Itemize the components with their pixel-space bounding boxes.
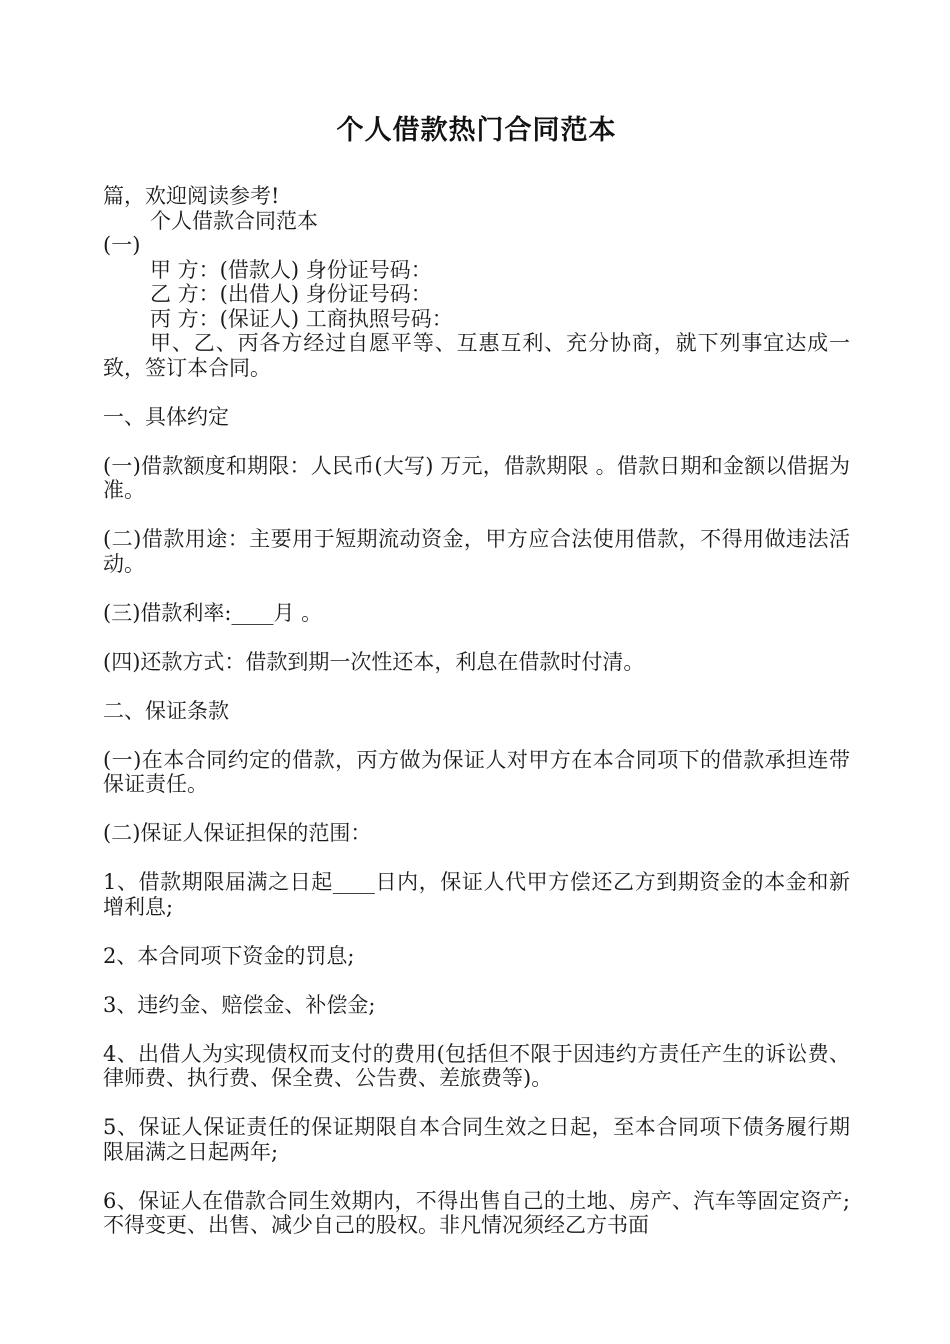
section-number: (一)	[103, 233, 141, 257]
clause-paragraph: (一)在本合同约定的借款，丙方做为保证人对甲方在本合同项下的借款承担连带保证责任。	[103, 747, 850, 796]
agreement-preamble: 甲、乙、丙各方经过自愿平等、互惠互利、充分协商，就下列事宜达成一致，签订本合同。	[103, 331, 850, 380]
clause-paragraph: 4、出借人为实现债权而支付的费用(包括但不限于因违约方责任产生的诉讼费、律师费、执行费、保全费、公告费、差旅费等)。	[103, 1041, 850, 1090]
contract-heading: 个人借款合同范本	[150, 208, 318, 233]
party-b-line: 乙 方：(出借人) 身份证号码：	[150, 282, 432, 306]
clause-paragraph: (四)还款方式：借款到期一次性还本，利息在借款时付清。	[103, 649, 645, 674]
party-a-line: 甲 方：(借款人) 身份证号码：	[150, 257, 432, 282]
clause-paragraph: (一)借款额度和期限：人民币(大写) 万元，借款期限 。借款日期和金额以借据为准。	[103, 453, 850, 502]
clause-paragraph: 3、违约金、赔偿金、补偿金;	[103, 992, 376, 1017]
intro-line: 篇，欢迎阅读参考!	[103, 184, 280, 208]
document-title: 个人借款热门合同范本	[336, 115, 617, 146]
clause-paragraph: (二)借款用途：主要用于短期流动资金，甲方应合法使用借款，不得用做违法活动。	[103, 527, 850, 576]
clause-paragraph: (二)保证人保证担保的范围：	[103, 821, 372, 845]
clause-paragraph: 6、保证人在借款合同生效期内，不得出售自己的土地、房产、汽车等固定资产;不得变更、出售、减少自己的股权。非凡情况须经乙方书面	[103, 1188, 850, 1237]
clause-paragraph: 5、保证人保证责任的保证期限自本合同生效之日起，至本合同项下债务履行期限届满之日起两年;	[103, 1115, 850, 1164]
section-heading: 二、保证条款	[103, 698, 229, 723]
section-heading: 一、具体约定	[103, 404, 229, 429]
clause-paragraph: (三)借款利率:____月 。	[103, 600, 323, 625]
clause-paragraph: 2、本合同项下资金的罚息;	[103, 943, 355, 968]
party-c-line: 丙 方：(保证人) 工商执照号码：	[150, 306, 453, 331]
clause-paragraph: 1、借款期限届满之日起____日内，保证人代甲方偿还乙方到期资金的本金和新增利息;	[103, 870, 850, 919]
